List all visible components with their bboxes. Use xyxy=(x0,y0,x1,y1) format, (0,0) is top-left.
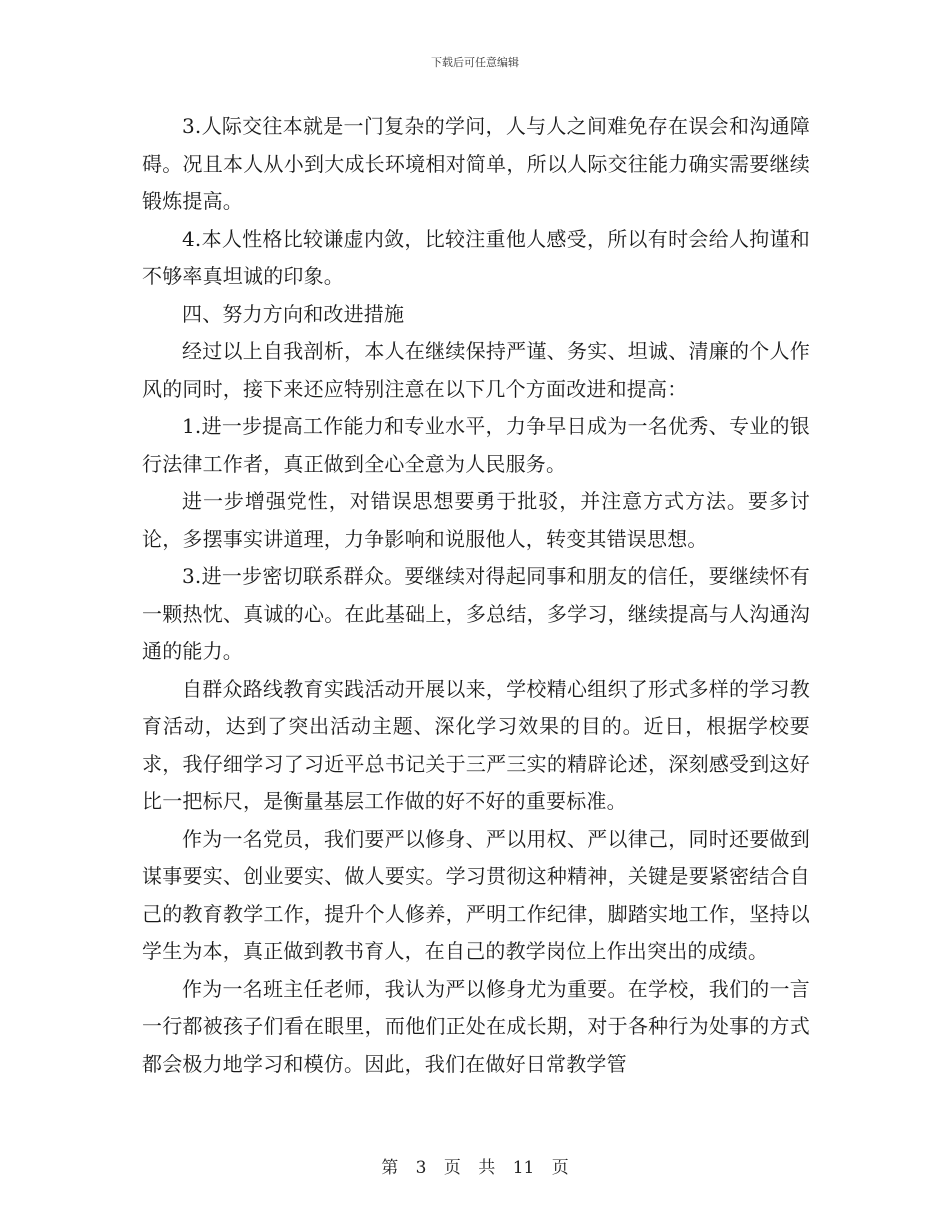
total-prefix: 共 xyxy=(478,1158,496,1178)
paragraph: 进一步增强党性，对错误思想要勇于批驳，并注意方式方法。要多讨论，多摆事实讲道理，力争影响和说服他人，转变其错误思想。 xyxy=(142,489,810,551)
page-label-suffix: 页 xyxy=(551,1158,569,1178)
paragraph: 作为一名党员，我们要严以修身、严以用权、严以律己，同时还要做到谋事要实、创业要实、做人要实。学习贯彻这种精神，关键是要紧密结合自己的教育教学工作，提升个人修养，严明工作纪律，脚踏实地工作，坚持以学生为本，真正做到教书育人，在自己的教学岗位上作出突出的成绩。 xyxy=(142,826,810,963)
paragraph: 经过以上自我剖析，本人在继续保持严谨、务实、坦诚、清廉的个人作风的同时，接下来还应特别注意在以下几个方面改进和提高： xyxy=(142,339,810,401)
page-label-prefix: 第 xyxy=(381,1158,399,1178)
paragraph: 3.进一步密切联系群众。要继续对得起同事和朋友的信任，要继续怀有一颗热忱、真诚的心。在此基础上，多总结，多学习，继续提高与人沟通沟通的能力。 xyxy=(142,564,810,663)
current-page-number: 3 xyxy=(415,1158,427,1178)
document-body xyxy=(142,108,810,1083)
page-header: 下载后可任意编辑 xyxy=(431,56,519,69)
paragraph: 4.本人性格比较谦虚内敛，比较注重他人感受，所以有时会给人拘谨和不够率真坦诚的印象。 xyxy=(142,226,810,288)
page-label-mid: 页 xyxy=(443,1158,461,1178)
paragraph: 自群众路线教育实践活动开展以来，学校精心组织了形式多样的学习教育活动，达到了突出活动主题、深化学习效果的目的。近日，根据学校要求，我仔细学习了习近平总书记关于三严三实的精辟论述，深刻感受到这好比一把标尺，是衡量基层工作做的好不好的重要标准。 xyxy=(142,676,810,813)
page-footer xyxy=(0,1153,950,1178)
total-pages-number: 11 xyxy=(512,1158,535,1178)
paragraph: 3.人际交往本就是一门复杂的学问，人与人之间难免存在误会和沟通障碍。况且本人从小到大成长环境相对简单，所以人际交往能力确实需要继续锻炼提高。 xyxy=(142,114,810,213)
paragraph: 1.进一步提高工作能力和专业水平，力争早日成为一名优秀、专业的银行法律工作者，真正做到全心全意为人民服务。 xyxy=(142,414,810,476)
paragraph: 作为一名班主任老师，我认为严以修身尤为重要。在学校，我们的一言一行都被孩子们看在眼里，而他们正处在成长期，对于各种行为处事的方式都会极力地学习和模仿。因此，我们在做好日常教学管 xyxy=(142,976,810,1076)
section-heading: 四、努力方向和改进措施 xyxy=(182,301,405,326)
